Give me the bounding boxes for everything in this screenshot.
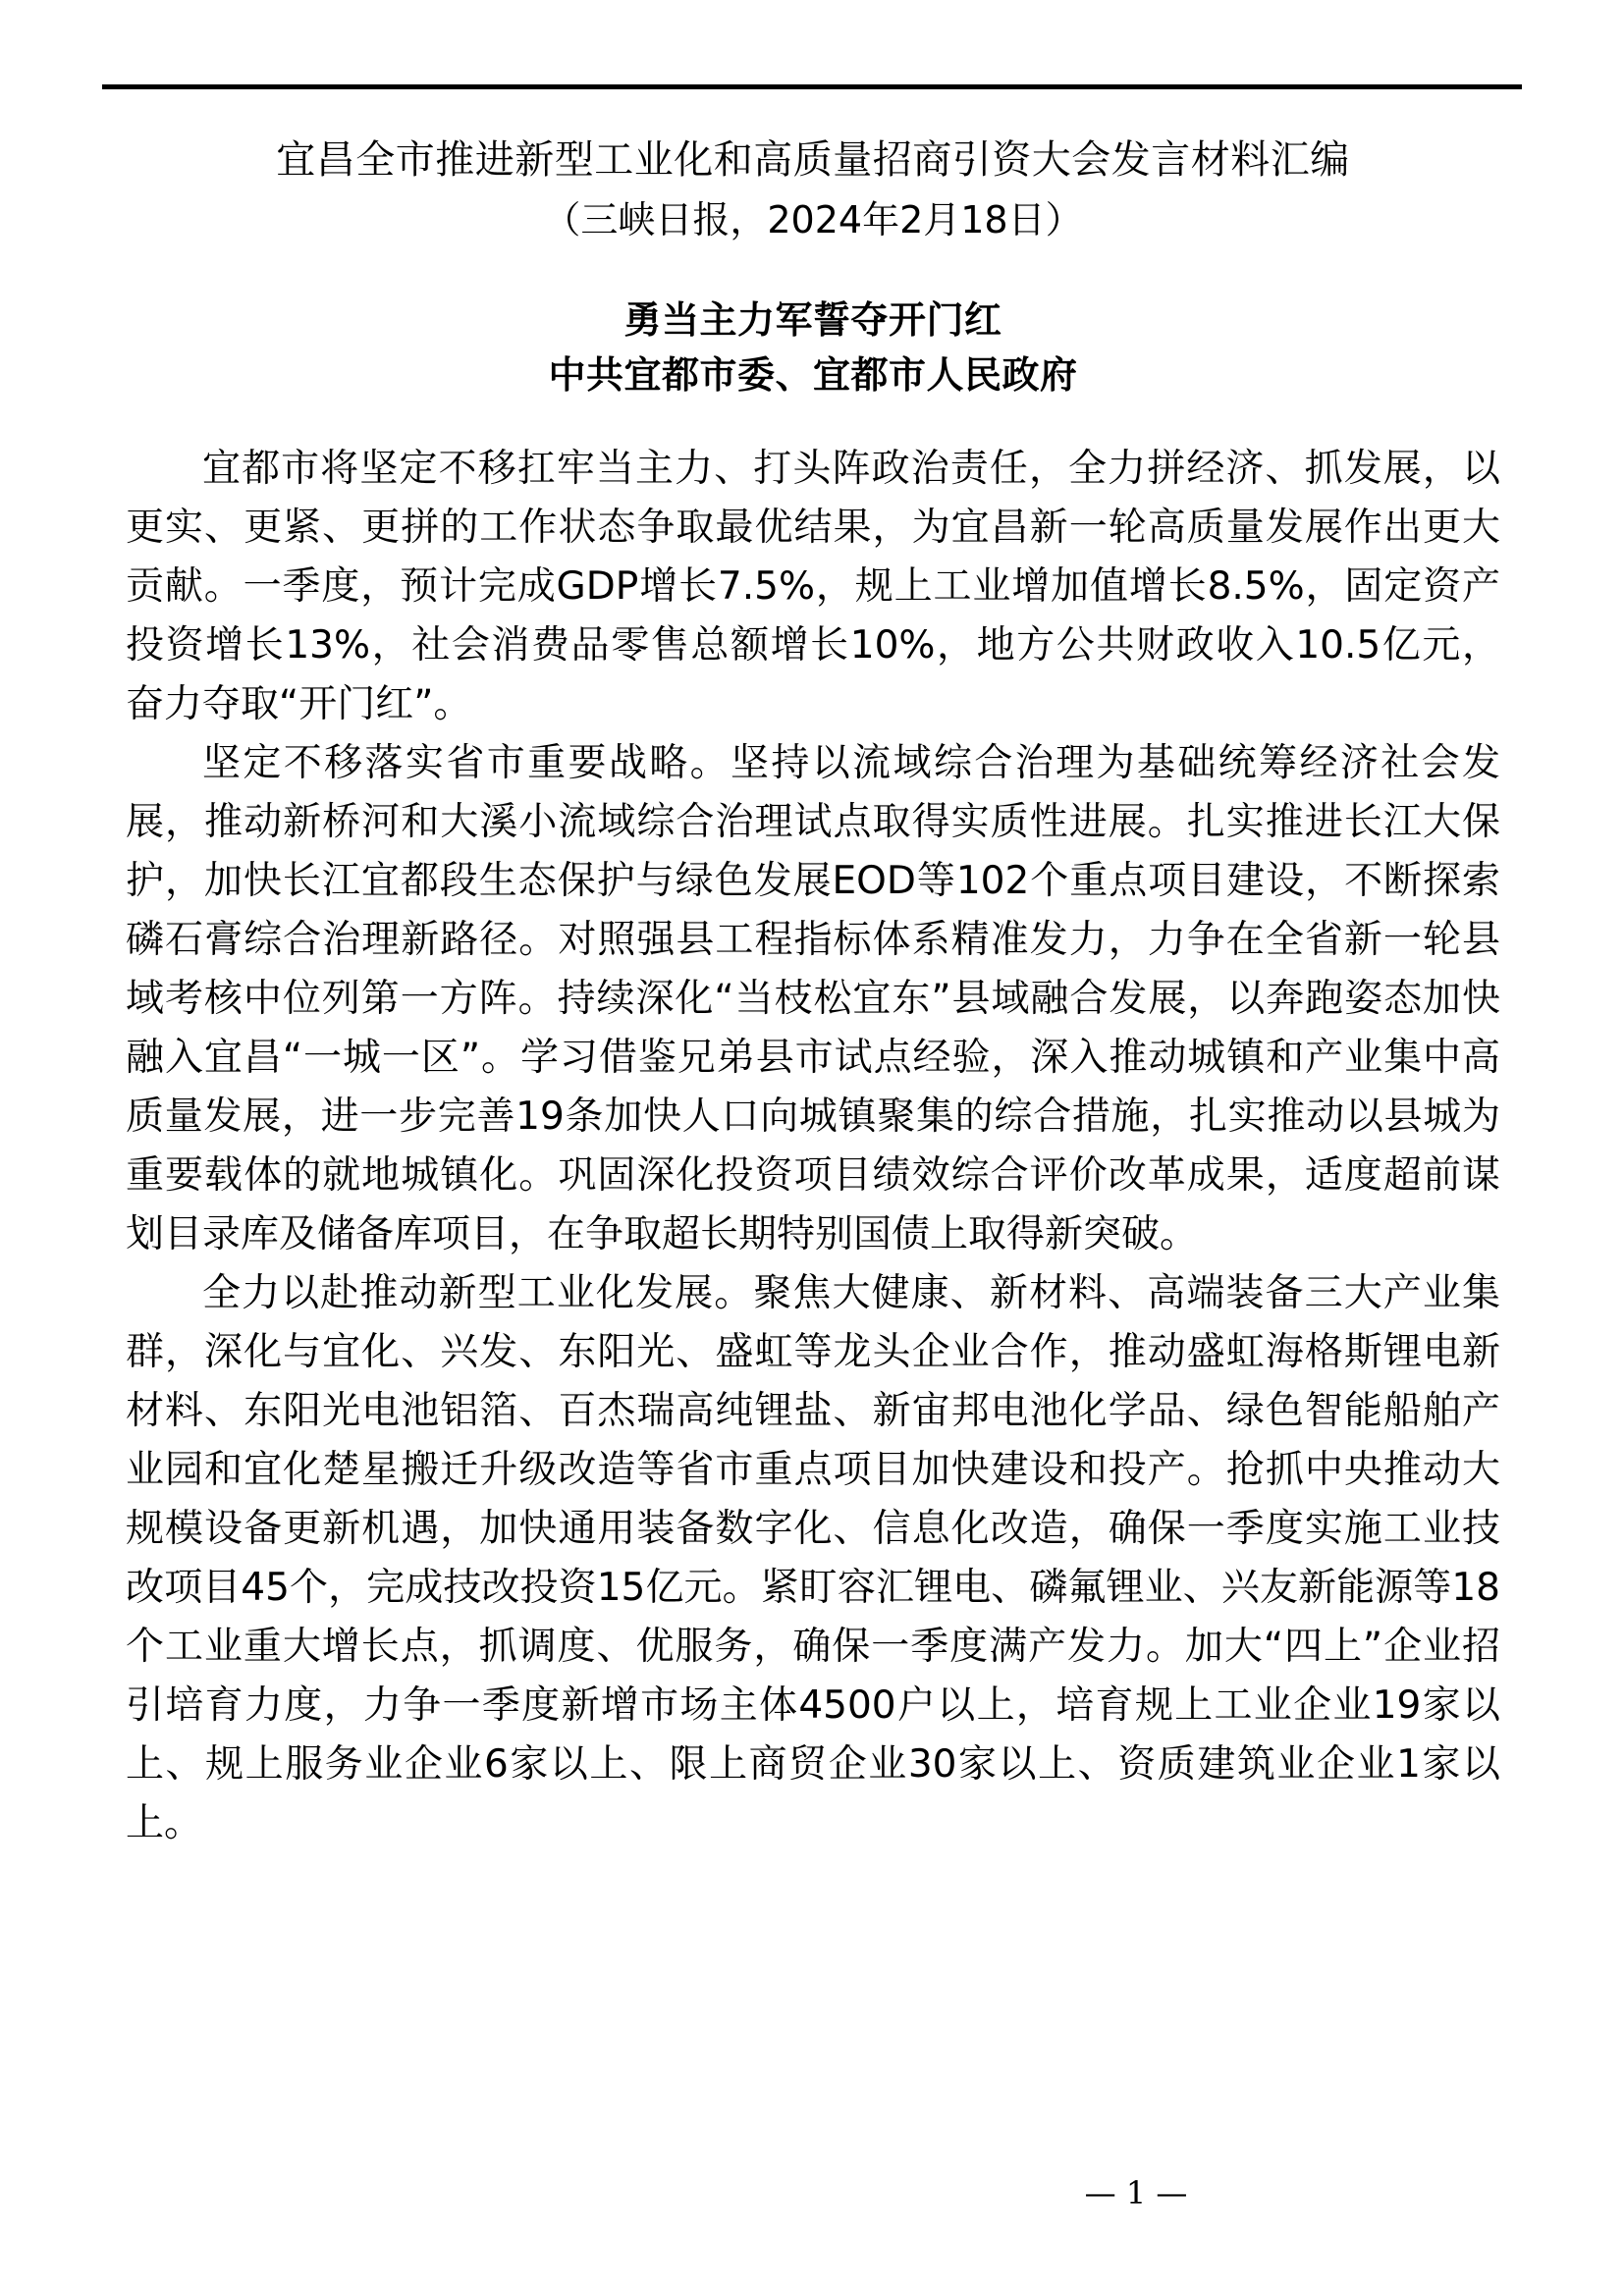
body-text-block	[126, 400, 1500, 1853]
page-number: — 1 —	[1084, 2174, 1188, 2212]
body-paragraph: 宜都市将坚定不移扛牢当主力、打头阵政治责任，全力拼经济、抓发展，以更实、更紧、更拼的工作状态争取最优结果，为宜昌新一轮高质量发展作出更大贡献。一季度，预计完成GDP增长7.5%，规上工业增加值增长8.5%，固定资产投资增长13%，社会消费品零售总额增长10%，地方公共财政收入10.5亿元， 奋力夺取“开门红”。	[126, 447, 1500, 726]
body-paragraph: 全力以赴推动新型工业化发展。聚焦大健康、新材料、高端装备三大产业集群，深化与宜化、兴发、东阳光、盛虹等龙头企业合作，推动盛虹海格斯锂电新材料、东阳光电池铝箔、百杰瑞高纯锂盐、新宙邦电池化学品、绿色智能船舶产业园和宜化楚星搬迁升级改造等省市重点项目加快建设和投产。抢抓中央推动大规模设备更新机遇，加快通用装备数字化、信息化改造，确保一季度实施工业技改项目45个，完成技改投资15亿元。紧盯容汇锂电、磷氟锂业、兴友新能源等18个工业重大增长点，抓调度、优服务，确保一季度满产发力。加大“四上”企业招引培育力度，力争一季度新增市场主体4500户以上，培育规上工业企业19家以上、规上服务业企业6家以上、限上商贸企业30家以上、资质建筑业企业1家以上。	[126, 1271, 1500, 1845]
section-heading: 勇当主力军誓夺开门红	[623, 298, 1002, 342]
document-subtitle-source: （三峡日报，2024年2月18日）	[543, 198, 1083, 241]
document-content	[126, 118, 1500, 1853]
section-organization: 中共宜都市委、宜都市人民政府	[548, 353, 1078, 397]
header-rule-divider	[102, 84, 1522, 89]
body-paragraph: 坚定不移落实省市重要战略。坚持以流域综合治理为基础统筹经济社会发展，推动新桥河和大溪小流域综合治理试点取得实质性进展。扎实推进长江大保护，加快长江宜都段生态保护与绿色发展EOD等102个重点项目建设，不断探索磷石膏综合治理新路径。对照强县工程指标体系精准发力，力争在全省新一轮县域考核中位列第一方阵。持续深化“当枝松宜东”县域融合发展，以奔跑姿态加快融入宜昌“一城一区”。学习借鉴兄弟县市试点经验，深入推动城镇和产业集中高质量发展，进一步完善19条加快人口向城镇聚集的综合措施，扎实推动以县城为重要载体的就地城镇化。巩固深化投资项目绩效综合评价改革成果，适度超前谋划目录库及储备库项目，在争取超长期特别国债上取得新突破。	[126, 741, 1500, 1256]
document-title: 宜昌全市推进新型工业化和高质量招商引资大会发言材料汇编	[276, 137, 1350, 183]
